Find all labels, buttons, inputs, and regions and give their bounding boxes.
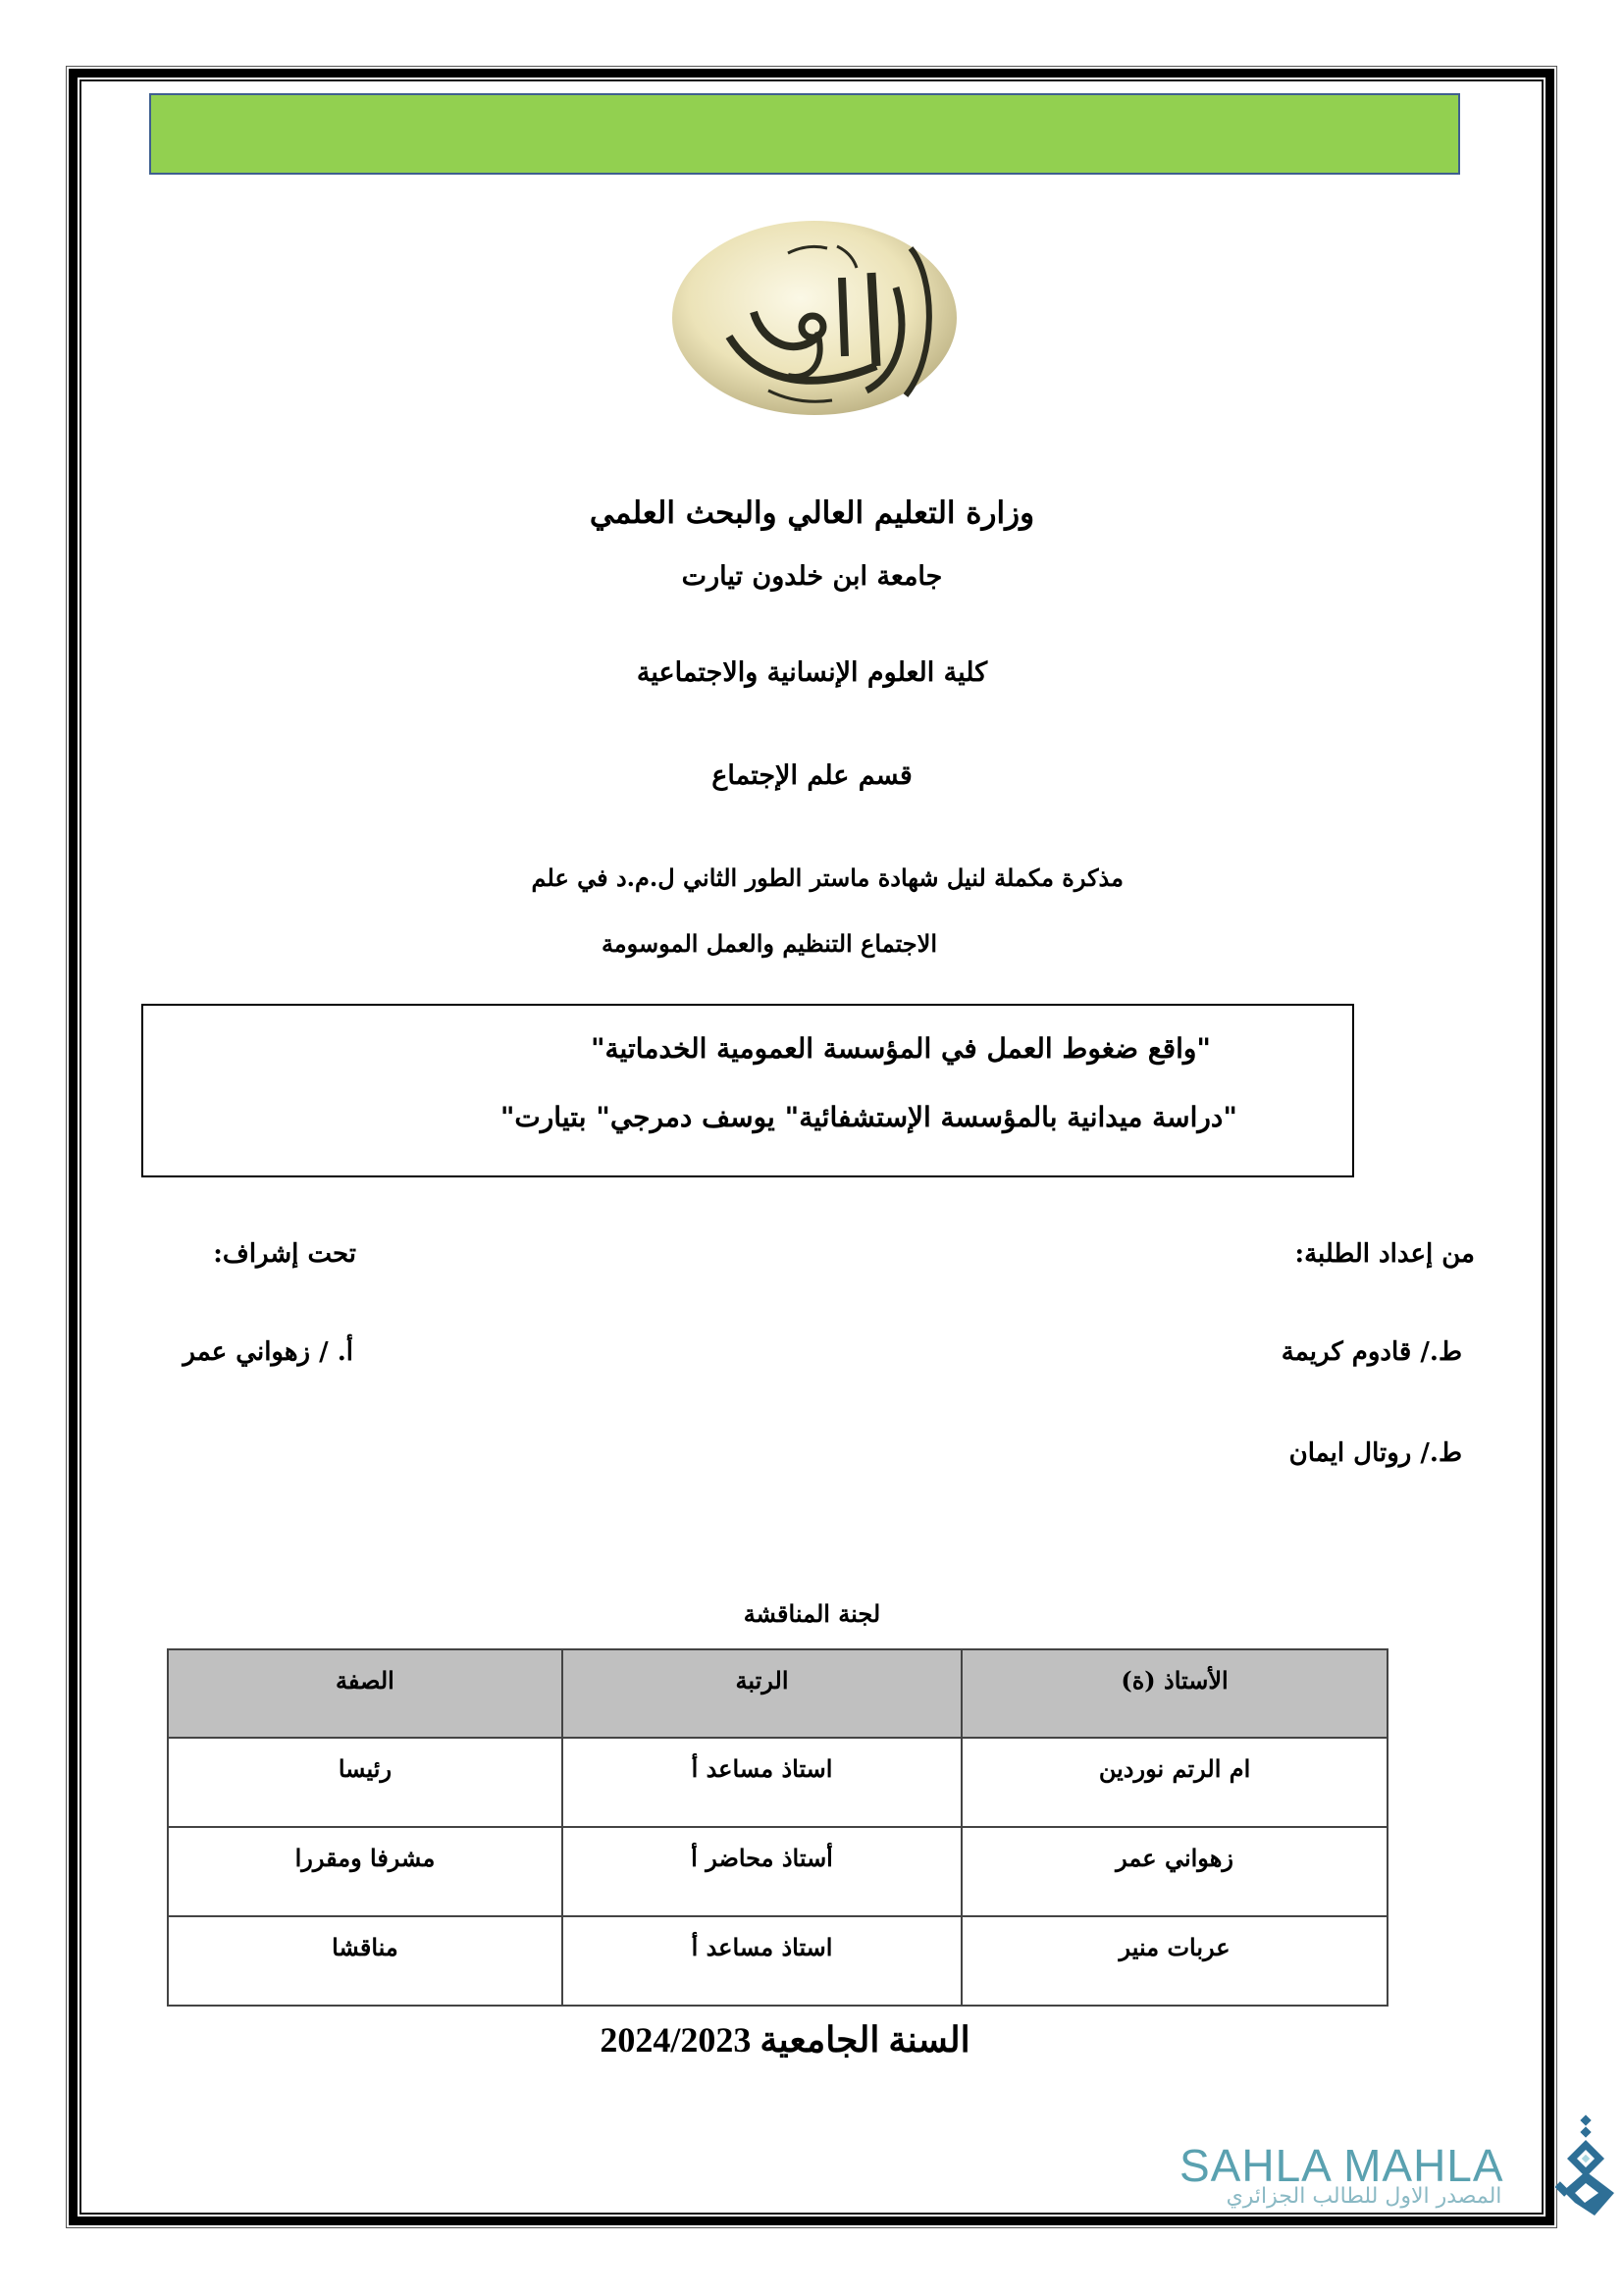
- watermark-brand: SAHLA MAHLA: [1179, 2140, 1504, 2191]
- thesis-title-line2: "دراسة ميدانية بالمؤسسة الإستشفائية" يوسف دمرجي" بتيارت": [499, 1101, 1237, 1133]
- watermark-tagline: المصدر الاول للطالب الجزائري: [1226, 2184, 1502, 2209]
- committee-title: لجنة المناقشة: [743, 1599, 881, 1628]
- header-banner: [149, 93, 1460, 175]
- department-name: قسم علم الإجتماع: [711, 760, 913, 791]
- academic-year-label: السنة الجامعية: [760, 2020, 970, 2060]
- students-label: من إعداد الطلبة:: [1294, 1239, 1475, 1269]
- thesis-description-line1: مذكرة مكملة لنيل شهادة ماستر الطور الثاني ل.م.د في علم: [531, 863, 1124, 892]
- role-cell: مشرفا ومقررا: [168, 1827, 562, 1916]
- table-row: [168, 1916, 1388, 2006]
- sahla-mahla-logo-icon: [1555, 2114, 1620, 2217]
- student-name: ط./ قادوم كريمة: [1281, 1337, 1462, 1367]
- professor-cell: ام الرتم نوردين: [962, 1738, 1388, 1827]
- academic-year: [196, 2019, 1374, 2060]
- thesis-description-line2: الاجتماع التنظيم والعمل الموسومة: [601, 929, 937, 958]
- supervisor-label: تحت إشراف:: [213, 1239, 356, 1269]
- rank-cell: أستاذ محاضر أ: [562, 1827, 962, 1916]
- academic-year-value: 2024/2023: [600, 2020, 752, 2060]
- ministry-heading: وزارة التعليم العالي والبحث العلمي: [589, 496, 1035, 531]
- rank-cell: استاذ مساعد أ: [562, 1916, 962, 2006]
- table-row: [168, 1738, 1388, 1827]
- university-name: جامعة ابن خلدون تيارت: [681, 561, 943, 592]
- thesis-title-line1: "واقع ضغوط العمل في المؤسسة العمومية الخدماتية": [590, 1032, 1211, 1065]
- supervisor-name: أ. / زهواني عمر: [183, 1337, 353, 1367]
- professor-cell: عربات منير: [962, 1916, 1388, 2006]
- column-header-professor: الأستاذ (ة): [962, 1649, 1388, 1738]
- committee-table: [167, 1648, 1388, 2007]
- role-cell: رئيسا: [168, 1738, 562, 1827]
- professor-cell: زهواني عمر: [962, 1827, 1388, 1916]
- faculty-name: كلية العلوم الإنسانية والاجتماعية: [636, 657, 988, 688]
- table-row: [168, 1827, 1388, 1916]
- thesis-title-box: [141, 1004, 1354, 1177]
- student-name: ط./ روتال ايمان: [1288, 1438, 1462, 1468]
- rank-cell: استاذ مساعد أ: [562, 1738, 962, 1827]
- table-header-row: [168, 1649, 1388, 1738]
- role-cell: مناقشا: [168, 1916, 562, 2006]
- column-header-role: الصفة: [168, 1649, 562, 1738]
- university-logo-icon: [670, 219, 960, 417]
- column-header-rank: الرتبة: [562, 1649, 962, 1738]
